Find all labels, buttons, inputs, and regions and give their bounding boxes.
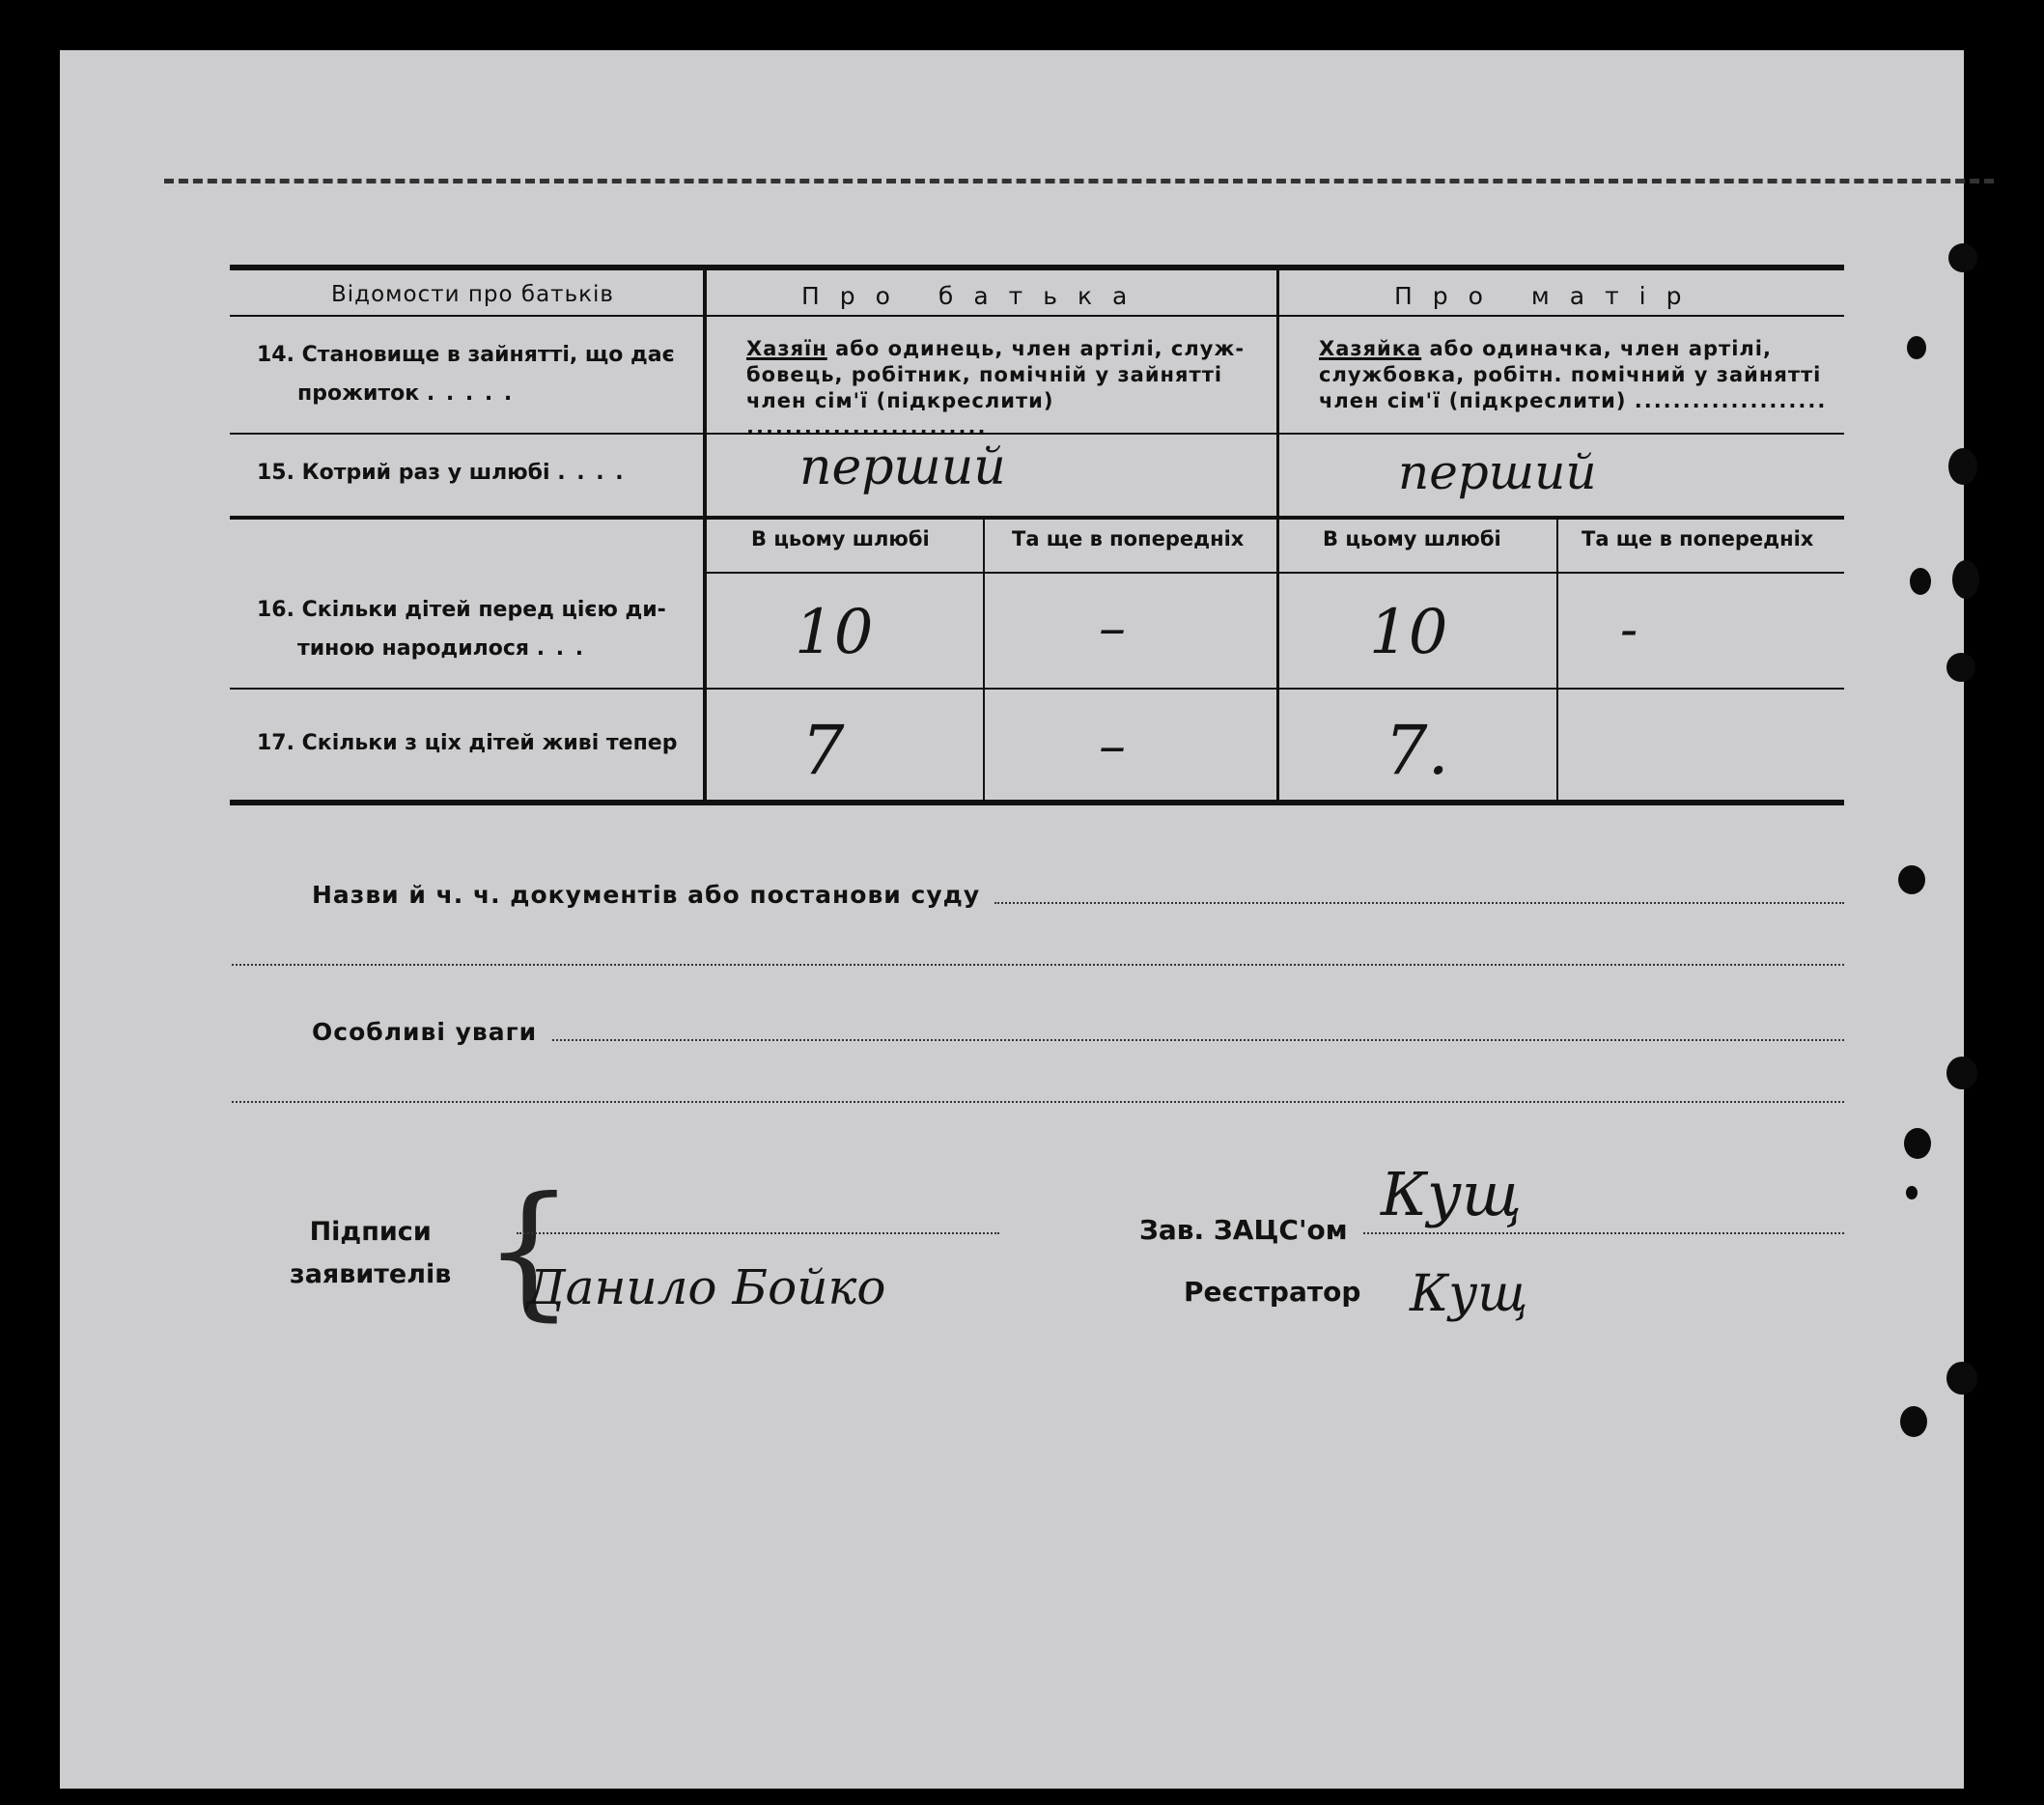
punch-hole — [1948, 448, 1977, 485]
mother-option-rest: або одиначка, член артілі, — [1421, 337, 1772, 360]
row16-mother-this-value: 10 — [1369, 597, 1448, 668]
row17-mother-this-value: 7. — [1385, 711, 1449, 790]
applicants-label-line2: заявителів — [290, 1259, 452, 1289]
row15-label-text: 15. Котрий раз у шлюбі — [257, 461, 550, 485]
punch-hole — [1952, 560, 1979, 599]
punch-hole — [1900, 1406, 1927, 1437]
table-top-rule — [230, 265, 1844, 270]
mother-option-line3 — [1319, 388, 1840, 414]
head-registry-label: Зав. ЗАЦС'ом — [1139, 1214, 1348, 1246]
mother-option-line2: службовка, робітн. помічний у зайнятті — [1319, 363, 1822, 386]
registrar-signature: Кущ — [1410, 1265, 1528, 1323]
father-option-rest: або одинець, член артілі, служ- — [826, 337, 1246, 360]
dot-leader: ......................... — [746, 415, 988, 438]
header-father: Про батька — [801, 282, 1148, 310]
notes-line — [552, 1039, 1844, 1041]
head-signature: Кущ — [1381, 1159, 1523, 1229]
table-bottom-rule — [230, 800, 1844, 805]
row15-father-handwriting: перший — [799, 438, 1006, 496]
punch-hole — [1898, 865, 1925, 894]
punch-hole — [1948, 243, 1977, 272]
father-underlined-option: Хазяїн — [746, 337, 827, 360]
row16-label-line1: 16. Скільки дітей перед цією ди- — [257, 598, 666, 622]
row15-mother-handwriting: перший — [1398, 444, 1597, 500]
father-option-line1 — [746, 336, 1268, 362]
mother-underlined-option: Хазяйка — [1319, 337, 1422, 360]
row14-label-line2 — [257, 375, 675, 413]
row15-rule — [230, 516, 1844, 520]
notes-line-2 — [232, 1101, 1844, 1103]
header-parents-info: Відомости про батьків — [331, 282, 614, 307]
col-divider — [703, 265, 707, 805]
subheader-mother-this-marriage: В цьому шлюбі — [1323, 527, 1501, 550]
row14-label — [257, 336, 675, 413]
punch-hole — [1946, 653, 1975, 682]
row17-father-previous-value: – — [1099, 715, 1126, 777]
registrar-label: Реєстратор — [1184, 1276, 1361, 1308]
dot-leader: .................... — [1634, 389, 1828, 412]
punch-hole — [1904, 1128, 1931, 1159]
row14-mother-options — [1319, 336, 1840, 414]
brace: { — [483, 1167, 575, 1335]
col-divider — [983, 518, 985, 805]
row16-label-line2 — [257, 630, 666, 668]
punch-hole — [1946, 1362, 1977, 1395]
subheader-father-previous: Та ще в попередніх — [1012, 527, 1245, 550]
punch-hole — [1946, 1057, 1977, 1089]
head-signature-line — [1363, 1232, 1844, 1234]
parents-info-table — [230, 265, 1844, 805]
cut-line — [164, 179, 1994, 183]
row16-label-text: тиною народилося — [297, 636, 530, 661]
father-option-instruction: член сім'ї (підкреслити) — [746, 389, 1054, 412]
father-option-line2: бовець, робітник, помічній у зайнятті — [746, 363, 1223, 386]
dot-leader: . . . . — [557, 461, 626, 485]
col-divider — [1276, 265, 1279, 805]
row16-mother-previous-value: - — [1620, 599, 1638, 660]
row16-label — [257, 591, 666, 668]
father-option-line3 — [746, 388, 1268, 440]
subheader-mother-previous: Та ще в попередніх — [1582, 527, 1814, 550]
notes-label: Особливі уваги — [312, 1018, 538, 1046]
applicant-signature-line — [517, 1232, 999, 1234]
dot-leader: . . . . . — [426, 381, 515, 406]
row14-father-options — [746, 336, 1268, 440]
applicants-label-line1: Підписи — [309, 1217, 432, 1247]
punch-hole — [1907, 336, 1926, 359]
header-rule — [230, 315, 1844, 317]
header-mother: Про матір — [1394, 282, 1702, 310]
applicant-signature: Данило Бойко — [526, 1259, 886, 1315]
documents-line — [994, 902, 1844, 904]
row16-father-previous-value: – — [1099, 597, 1126, 660]
subheader-rule — [707, 572, 1844, 574]
mother-option-instruction: член сім'ї (підкреслити) — [1319, 389, 1627, 412]
col-divider — [1556, 518, 1558, 805]
row17-father-this-value: 7 — [801, 711, 845, 790]
row17-label: 17. Скільки з ціх дітей живі тепер — [257, 731, 678, 755]
documents-line-2 — [232, 964, 1844, 966]
dot-leader: . . . — [536, 636, 586, 661]
mother-option-line1 — [1319, 336, 1840, 362]
applicants-signatures-label — [290, 1211, 451, 1296]
punch-hole — [1910, 568, 1931, 595]
punch-hole — [1906, 1186, 1918, 1199]
subheader-father-this-marriage: В цьому шлюбі — [751, 527, 930, 550]
row16-father-this-value: 10 — [795, 597, 874, 668]
row14-label-line1: 14. Становище в зайнятті, що дає — [257, 343, 675, 367]
row16-rule — [230, 688, 1844, 690]
documents-label: Назви й ч. ч. документів або постанови суду — [312, 881, 981, 909]
row15-label — [257, 454, 626, 493]
row14-label-text: прожиток — [297, 381, 420, 406]
